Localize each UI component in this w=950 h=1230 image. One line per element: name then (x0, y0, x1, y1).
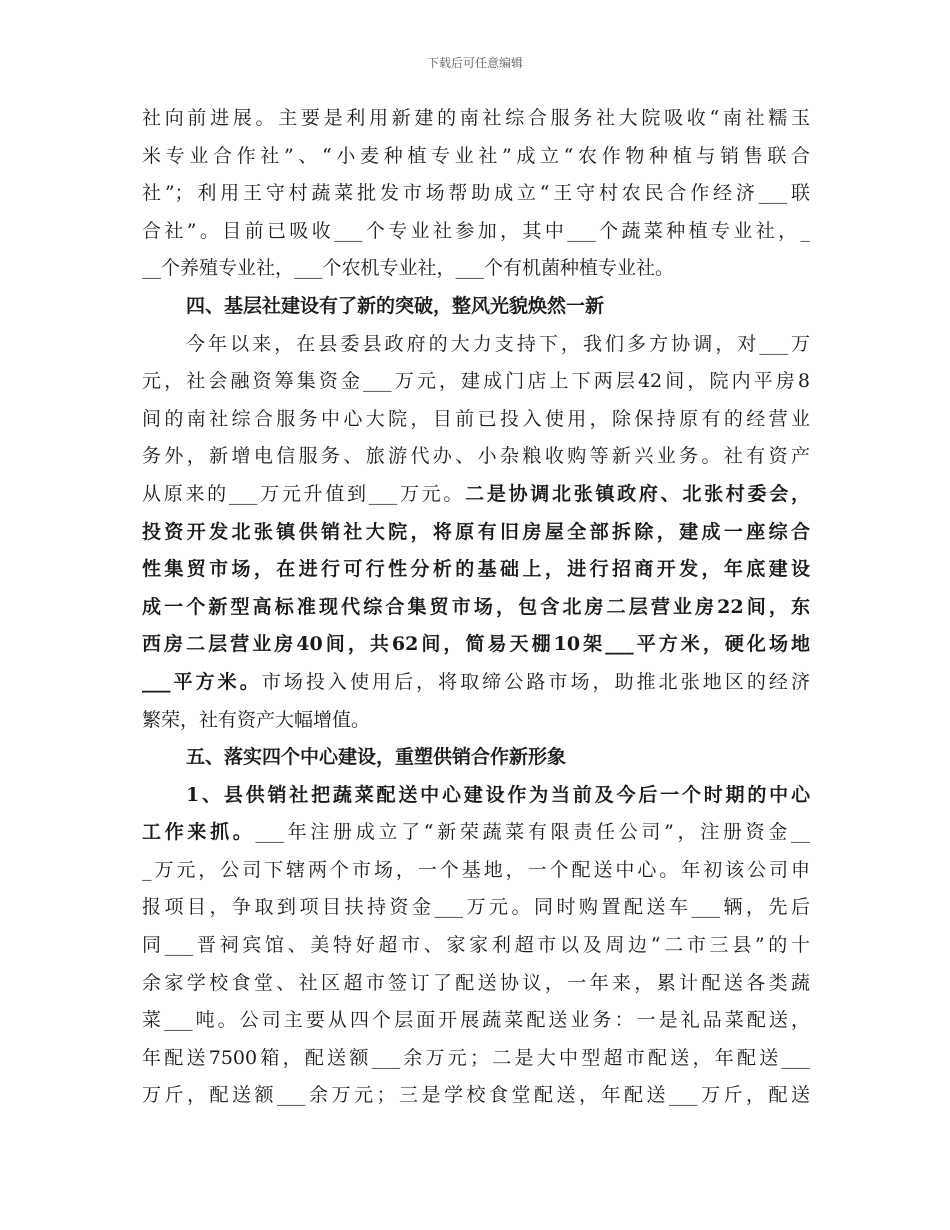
paragraph-line: 务外，新增电信服务、旅游代办、小杂粮收购等新兴业务。社有资产 (142, 445, 810, 468)
bold-text-run: 二是协调北张镇政府、北张村委会， (465, 482, 810, 505)
paragraph-line: 西房二层营业房40间，共62间，简易天棚10架___平方米，硬化场地 (142, 633, 810, 656)
section-heading-5: 五、落实四个中心建设，重塑供销合作新形象 (186, 746, 567, 769)
paragraph-line: 报项目，争取到项目扶持资金___万元。同时购置配送车___辆，先后 (142, 896, 810, 919)
section-heading-4: 四、基层社建设有了新的突破，整风光貌焕然一新 (186, 294, 605, 317)
paragraph-line: 社”；利用王守村蔬菜批发市场帮助成立“王守村农民合作经济___联 (142, 182, 810, 205)
paragraph-line: 元，社会融资筹集资金___万元，建成门店上下两层42间，院内平房8 (142, 370, 810, 393)
paragraph-line: __个养殖专业社，___个农机专业社，___个有机菌种植专业社。 (142, 257, 675, 280)
paragraph-line (142, 476, 810, 514)
paragraph-line: 菜___吨。公司主要从四个层面开展蔬菜配送业务：一是礼品菜配送， (142, 1009, 810, 1032)
paragraph-line: _万元，公司下辖两个市场，一个基地，一个配送中心。年初该公司申 (142, 858, 810, 881)
paragraph-line: 社向前进展。主要是利用新建的南社综合服务社大院吸收“南社糯玉 (142, 107, 810, 129)
paragraph-line: 万斤，配送额___余万元；三是学校食堂配送，年配送___万斤，配送 (142, 1084, 810, 1107)
paragraph-line: 年配送7500箱，配送额___余万元；二是大中型超市配送，年配送___ (142, 1046, 810, 1069)
paragraph-line (142, 814, 810, 852)
paragraph-line: 投资开发北张镇供销社大院，将原有旧房屋全部拆除，建成一座综合 (142, 520, 810, 543)
paragraph-line: 1、县供销社把蔬菜配送中心建设作为当前及今后一个时期的中心 (186, 783, 810, 806)
paragraph-line: 合社”。目前已吸收___个专业社参加，其中___个蔬菜种植专业社，_ (142, 219, 810, 242)
text-run: 市场投入使用后，将取缔公路市场，助推北张地区的经济 (261, 670, 810, 693)
page-header: 下载后可任意编辑 (426, 56, 523, 70)
bold-text-run: ___平方米。 (142, 670, 262, 693)
paragraph-line: 性集贸市场，在进行可行性分析的基础上，进行招商开发，年底建设 (142, 558, 810, 581)
paragraph-line: 繁荣，社有资产大幅增值。 (142, 708, 371, 731)
paragraph-line: 成一个新型高标准现代综合集贸市场，包含北房二层营业房22间，东 (142, 595, 810, 618)
paragraph-line: 同___晋祠宾馆、美特好超市、家家利超市以及周边“二市三县”的十 (142, 934, 810, 957)
paragraph-line: 米专业合作社”、“小麦种植专业社”成立“农作物种植与销售联合 (142, 144, 810, 167)
paragraph-line (142, 664, 810, 702)
text-run: 从原来的___万元升值到___万元。 (142, 482, 466, 505)
bold-text-run: 工作来抓。 (142, 821, 256, 844)
body-text (142, 100, 810, 1115)
text-run: ___年注册成立了“新荣蔬菜有限责任公司”，注册资金__ (255, 821, 810, 844)
paragraph-line: 间的南社综合服务中心大院，目前已投入使用，除保持原有的经营业 (142, 407, 810, 430)
paragraph-line: 今年以来，在县委县政府的大力支持下，我们多方协调，对___万 (186, 332, 810, 355)
paragraph-line: 余家学校食堂、社区超市签订了配送协议，一年来，累计配送各类蔬 (142, 971, 810, 994)
